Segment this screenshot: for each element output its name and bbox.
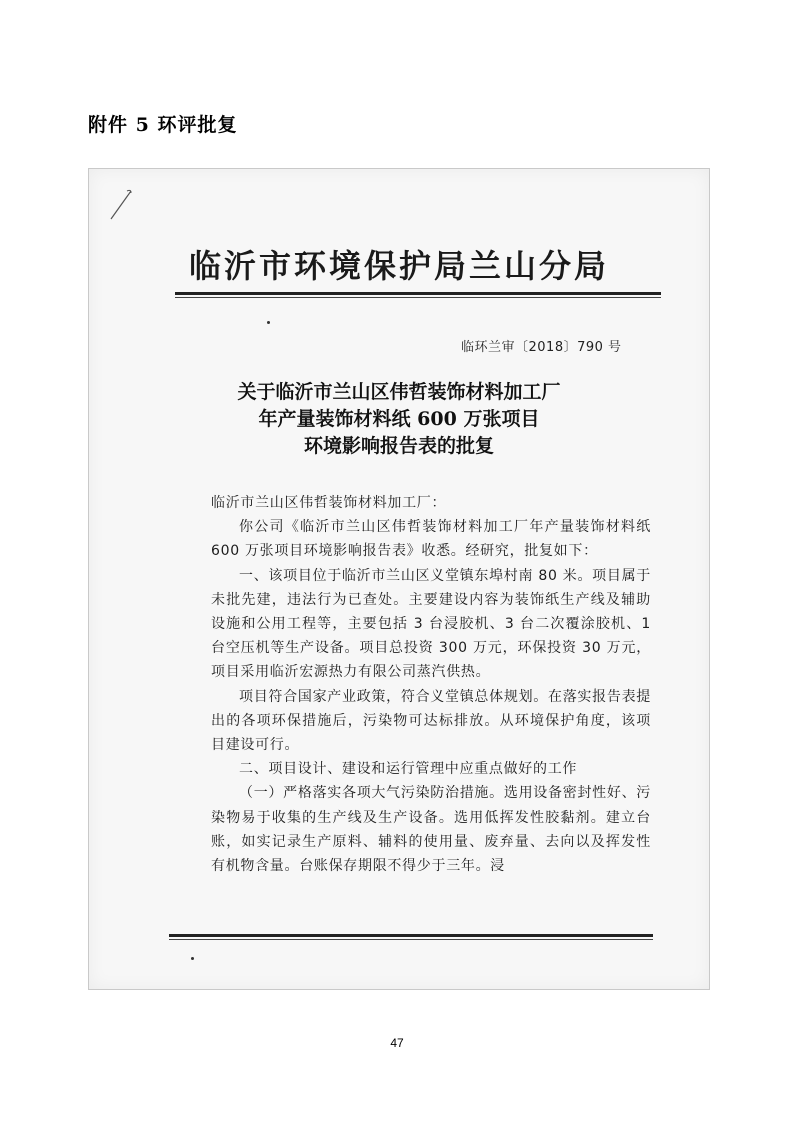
title-line: 关于临沂市兰山区伟哲装饰材料加工厂 xyxy=(237,381,561,403)
header-rule-thin xyxy=(175,297,661,298)
paragraph: 一、该项目位于临沂市兰山区义堂镇东埠村南 80 米。项目属于未批先建，违法行为已查处。主要建设内容为装饰纸生产线及辅助设施和公用工程等，主要包括 3 台浸胶机、3 台二次覆涂胶机、1 台空压机等生产设备。项目总投资 300 万元，环保投资 30 万元，项目采用临沂宏源热力有限公司蒸汽供热。 xyxy=(211,567,651,681)
paragraph: （一）严格落实各项大气污染防治措施。选用设备密封性好、污染物易于收集的生产线及生产设备。选用低挥发性胶黏剂。建立台账，如实记录生产原料、辅料的使用量、废弃量、去向以及挥发性有机物含量。台账保存期限不得少于三年。浸 xyxy=(211,785,651,875)
page-number: 47 xyxy=(390,1036,404,1050)
document-title xyxy=(89,379,709,460)
title-line: 年产量装饰材料纸 600 万张项目 xyxy=(258,408,540,430)
footer-rule xyxy=(169,934,653,937)
document-number: 临环兰审〔2018〕790 号 xyxy=(461,340,622,355)
addressee: 临沂市兰山区伟哲装饰材料加工厂： xyxy=(211,495,447,511)
paragraph: 你公司《临沂市兰山区伟哲装饰材料加工厂年产量装饰材料纸 600 万张项目环境影响报告表》收悉。经研究，批复如下： xyxy=(211,519,651,560)
scanned-document xyxy=(88,168,710,990)
bureau-name: 临沂市环境保护局兰山分局 xyxy=(188,247,609,285)
paragraph: 项目符合国家产业政策，符合义堂镇总体规划。在落实报告表提出的各项环保措施后，污染物可达标排放。从环境保护角度，该项目建设可行。 xyxy=(211,688,651,754)
footer-rule-thin xyxy=(169,939,653,940)
pen-mark xyxy=(107,187,135,221)
paragraph: 二、项目设计、建设和运行管理中应重点做好的工作 xyxy=(239,761,578,778)
scan-speck xyxy=(191,957,194,960)
header-rule xyxy=(175,292,661,295)
title-line: 环境影响报告表的批复 xyxy=(303,435,494,457)
attachment-title: 附件 5 环评批复 xyxy=(88,114,238,136)
scan-speck xyxy=(267,321,270,324)
document-body xyxy=(211,491,651,878)
